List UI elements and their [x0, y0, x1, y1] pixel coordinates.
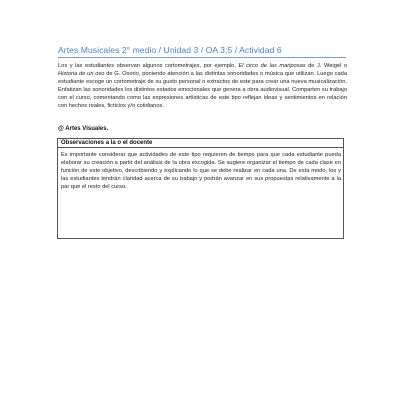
teacher-observations-body: Es importante considerar que actividades de este tipo requieren de tiempo para que cada estudiante pueda elaborar su creación a partir del análisis de la obra escogida. Se sugiere organizar el tiempo de cada clase en función de este objetivo, describiendo y explicando lo que se debe realizar en cada una. De esta modo, los y las estudiantes tendrán claridad acerca de su trabajo y podrán avanzar en sus propuestas relativamente a la par que el resto del curso. — [61, 152, 341, 190]
header-divider — [58, 57, 346, 58]
teacher-observations-title: Observaciones a la o el docente — [58, 139, 343, 148]
intro-text-part: de G. Osorio, poniendo atención a las distintas sonoridades o música que utilizan. Luego cada estudiante escoge un cortometraje de su gusto personal o extractos de este para crear una nueva musicalización. Enfatizan las sonoridades los distintos estados emocionales que genera a obra audiovisual. Comparten su trabajo con el curso, comentando como las expresiones artísticas de este tipo reflejan ideas y sentimientos en relación con hechos reales, ficticios y/o cotidianos. — [58, 71, 347, 110]
activity-description — [58, 62, 347, 110]
teacher-observations-box — [57, 138, 344, 239]
intro-text-part: de J. Weigel o — [305, 63, 347, 69]
artes-visuales-link[interactable]: @ Artes Visuales. — [58, 126, 109, 132]
film-title-oso: Historia de un oso — [58, 71, 105, 78]
page-header-title: Artes Musicales 2° medio / Unidad 3 / OA 3;5 / Actividad 6 — [58, 45, 282, 55]
film-title-circo: El circo de las mariposas — [238, 63, 306, 69]
intro-text-part: Los y las estudiantes observan algunos cortometrajes, por ejemplo, — [58, 63, 239, 69]
